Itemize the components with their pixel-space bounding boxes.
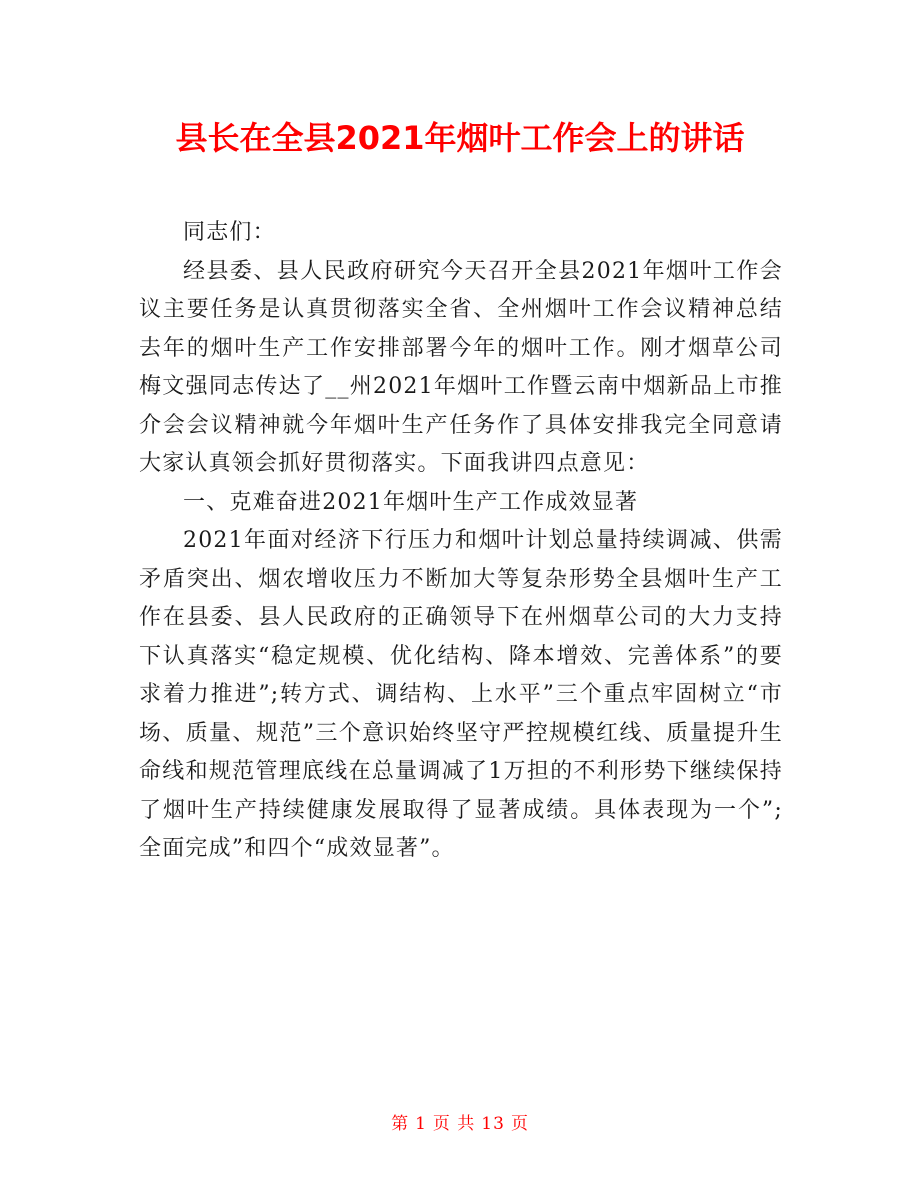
footer-suffix: 页 [510,1114,529,1134]
section-heading: 一、克难奋进2021年烟叶生产工作成效显著 [183,489,639,515]
page-number: 1 [415,1114,427,1134]
footer-prefix: 第 [391,1114,410,1134]
document-body [139,214,783,869]
footer-middle: 页 共 [432,1114,476,1134]
total-pages: 13 [481,1114,505,1134]
document-title: 县长在全县2021年烟叶工作会上的讲话 [175,119,745,157]
body-paragraph: 经县委、县人民政府研究今天召开全县2021年烟叶工作会议主要任务是认真贯彻落实全省、全州烟叶工作会议精神总结去年的烟叶生产工作安排部署今年的烟叶工作。刚才烟草公司梅文强同志传达了__州2021年烟叶工作暨云南中烟新品上市推介会会议精神就今年烟叶生产任务作了具体安排我完全同意请大家认真领会抓好贯彻落实。下面我讲四点意见： [139,258,783,476]
body-paragraph: 2021年面对经济下行压力和烟叶计划总量持续调减、供需矛盾突出、烟农增收压力不断加大等复杂形势全县烟叶生产工作在县委、县人民政府的正确领导下在州烟草公司的大力支持下认真落实“稳定规模、优化结构、降本增效、完善体系”的要求着力推进”;转方式、调结构、上水平”三个重点牢固树立“市场、质量、规范”三个意识始终坚守严控规模红线、质量提升生命线和规范管理底线在总量调减了1万担的不利形势下继续保持了烟叶生产持续健康发展取得了显著成绩。具体表现为一个”;全面完成”和四个“成效显著”。 [139,528,783,861]
salutation: 同志们： [183,220,276,245]
page-footer [0,1112,920,1136]
